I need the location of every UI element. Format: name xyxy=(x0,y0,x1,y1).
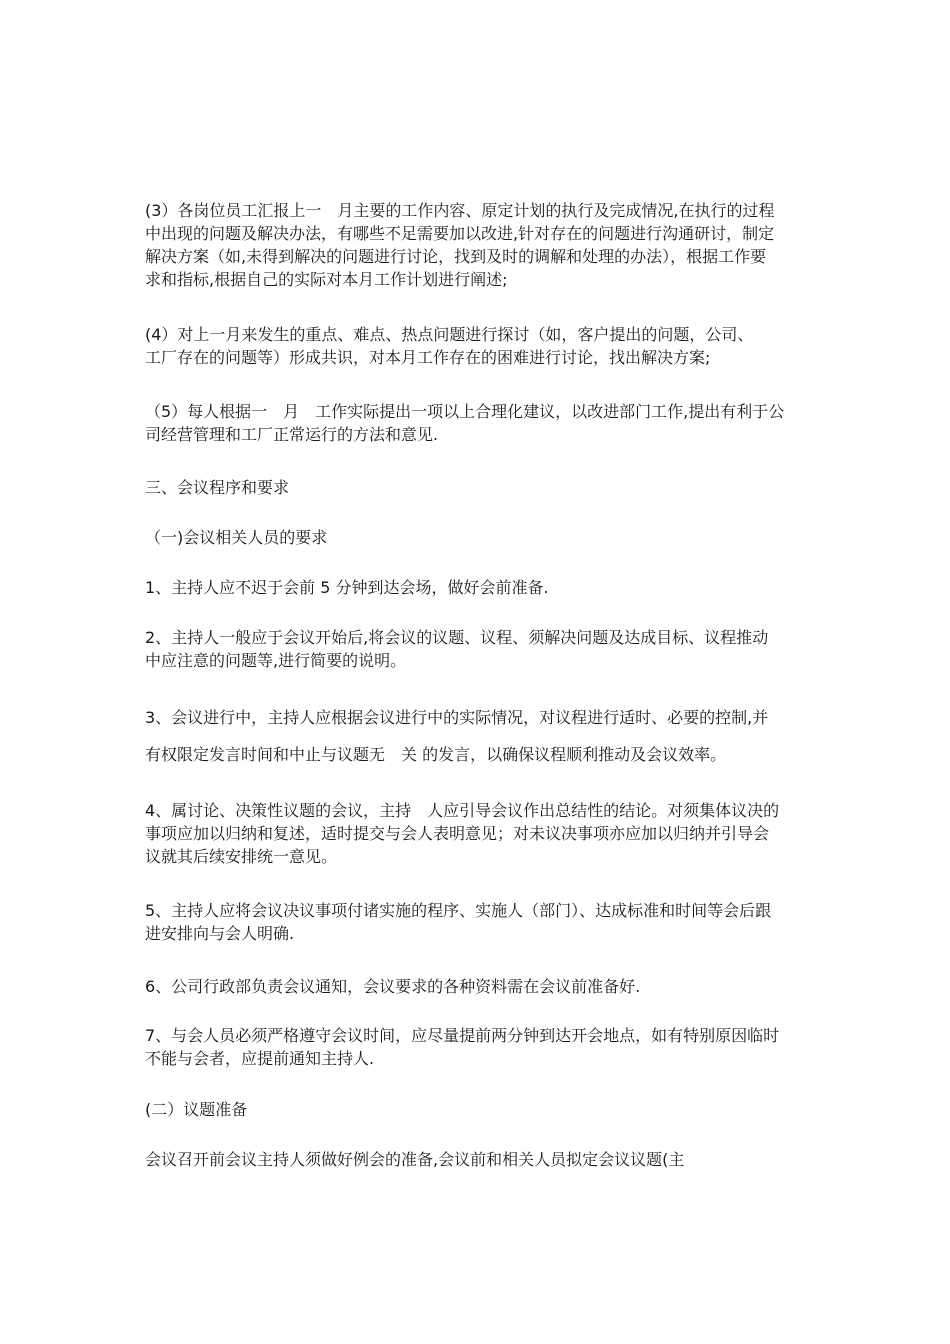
topic-preparation-paragraph: 会议召开前会议主持人须做好例会的准备,会议前和相关人员拟定会议议题(主 xyxy=(145,1150,685,1169)
requirement-5: 5、主持人应将会议决议事项付诸实施的程序、实施人（部门）、达成标准和时间等会后跟 进安排向与会人明确. xyxy=(145,901,772,943)
requirement-3: 3、会议进行中，主持人应根据会议进行中的实际情况，对议程进行适时、必要的控制,并 有权限定发言时间和中止与议题无 关 的发言，以确保议程顺利推动及会议效率。 xyxy=(145,708,769,764)
subsection-heading-personnel: （一)会议相关人员的要求 xyxy=(145,528,328,547)
section-heading-procedure: 三、会议程序和要求 xyxy=(145,478,290,497)
subsection-heading-topics: (二）议题准备 xyxy=(145,1100,248,1119)
requirement-2: 2、主持人一般应于会议开始后,将会议的议题、议程、须解决问题及达成目标、议程推动 中应注意的问题等,进行简要的说明。 xyxy=(145,628,769,670)
requirement-7: 7、与会人员必须严格遵守会议时间，应尽量提前两分钟到达开会地点，如有特别原因临时 不能与会者，应提前通知主持人. xyxy=(145,1026,780,1068)
requirement-4: 4、属讨论、决策性议题的会议，主持 人应引导会议作出总结性的结论。对须集体议决的 事项应加以归纳和复述，适时提交与会人表明意见；对未议决事项亦应加以归纳并引导会 议就其后续安排统一意见。 xyxy=(145,801,780,866)
paragraph-item-4: (4）对上一月来发生的重点、难点、热点问题进行探讨（如，客户提出的问题，公司、 工厂存在的问题等）形成共识，对本月工作存在的困难进行讨论，找出解决方案; xyxy=(145,325,754,367)
requirement-1: 1、主持人应不迟于会前 5 分钟到达会场，做好会前准备. xyxy=(145,578,549,597)
paragraph-item-3: (3）各岗位员工汇报上一 月主要的工作内容、原定计划的执行及完成情况,在执行的过程 中出现的问题及解决办法，有哪些不足需要加以改进,针对存在的问题进行沟通研讨，制定 解决方案（如,未得到解决的问题进行讨论，找到及时的调解和处理的办法），根据工作要 求和指标,根据自己的实际对本月工作计划进行阐述; xyxy=(145,201,775,289)
paragraph-item-5: （5）每人根据一 月 工作实际提出一项以上合理化建议，以改进部门工作,提出有利于公 司经营管理和工厂正常运行的方法和意见. xyxy=(145,402,785,444)
requirement-6: 6、公司行政部负责会议通知，会议要求的各种资料需在会议前准备好. xyxy=(145,977,641,996)
